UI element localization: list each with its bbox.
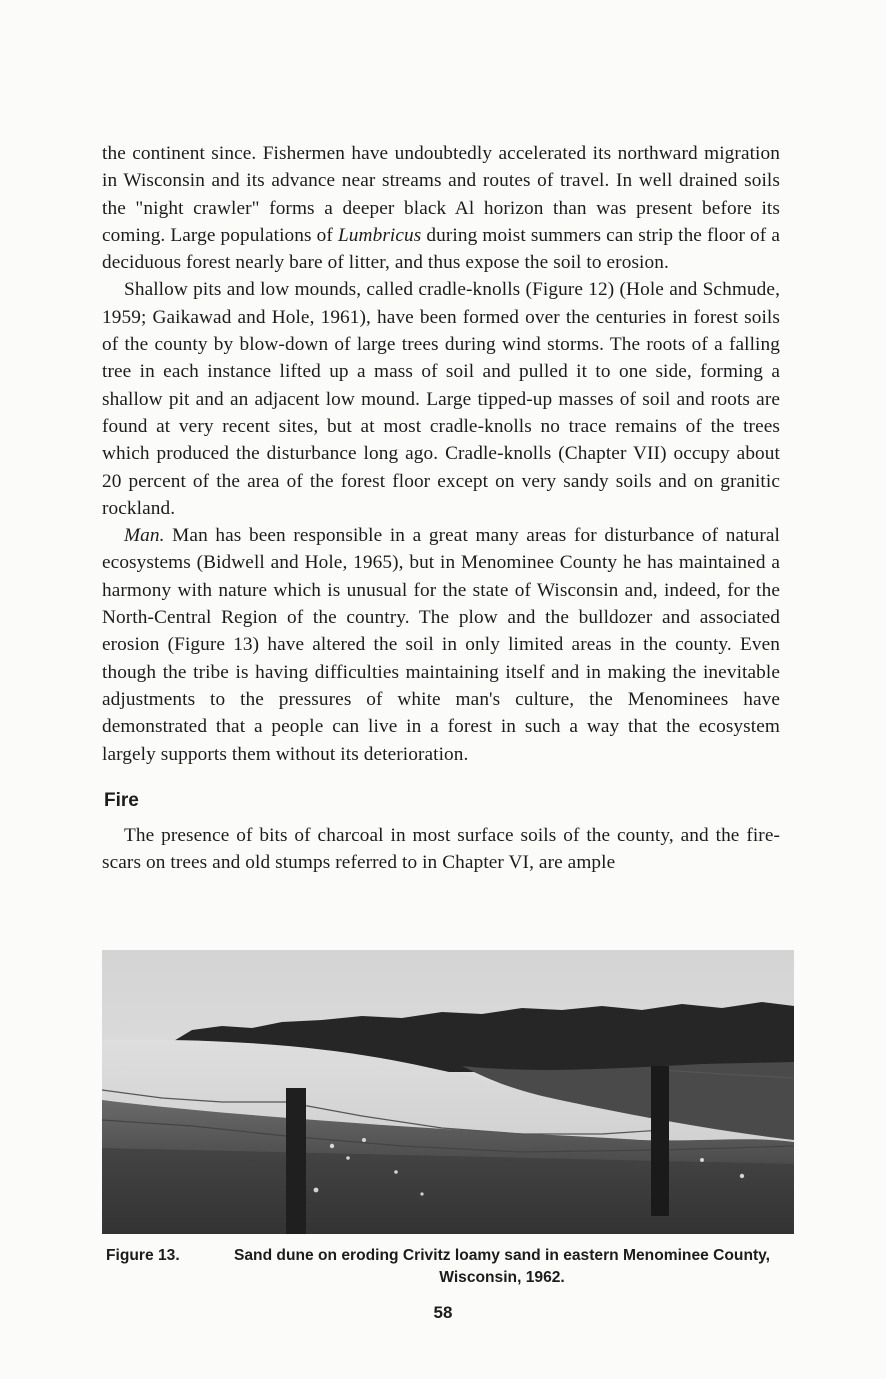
italic-term: Lumbricus — [337, 224, 422, 246]
page-number: 58 — [433, 1303, 453, 1322]
figure-caption — [106, 1245, 786, 1289]
paragraph-fire: The presence of bits of charcoal in most surface soils of the county, and the fire-scars on trees and old stumps referred to in Chapter VI, are ample — [102, 824, 780, 874]
figure-label: Figure 13. — [106, 1247, 180, 1264]
italic-run-in-head: Man. — [124, 525, 165, 547]
paragraph-text: during moist summers can strip the floor of a deciduous forest nearly bare of litter, and thus expose the soil to erosion. — [102, 224, 780, 274]
paragraph-text: the continent since. Fishermen have undoubtedly accelerated its northward migration in Wisconsin and its advance near streams and routes of travel. In well drained soils the "night crawler" forms a deeper black Al horizon than was present before its coming. Large populations of — [102, 143, 780, 246]
paragraph-man — [102, 522, 780, 768]
section-heading-fire: Fire — [104, 789, 139, 811]
paragraph-earthworms — [102, 140, 780, 276]
figure-13-photo — [102, 950, 794, 1234]
paragraph-cradle-knolls: Shallow pits and low mounds, called cradle-knolls (Figure 12) (Hole and Schmude, 1959; Gaikawad and Hole, 1961), have been formed over the centuries in forest soils of the county by blow-down of large trees during wind storms. The roots of a falling tree in each instance lifted up a mass of soil and pulled it to one side, forming a shallow pit and an adjacent low mound. Large tipped-up masses of soil and roots are found at very recent sites, but at most cradle-knolls no trace remains of the trees which produced the disturbance long ago. Cradle-knolls (Chapter VII) occupy about 20 percent of the area of the forest floor except on very sandy soils and on granitic rockland. — [102, 279, 780, 519]
sand-dune-photo — [102, 950, 794, 1234]
paragraph-text: Man has been responsible in a great many areas for disturbance of natural ecosystems (Bidwell and Hole, 1965), but in Menominee County he has maintained a harmony with nature which is unusual for the state of Wisconsin and, indeed, for the North-Central Region of the country. The plow and the bulldozer and associated erosion (Figure 13) have altered the soil in only limited areas in the county. Even though the tribe is having difficulties maintaining itself and in making the inevitable adjustments to the pressures of white man's culture, the Menominees have demonstrated that a people can live in a forest in such a way that the ecosystem largely supports them without its deterioration. — [102, 525, 780, 765]
figure-caption-text: Sand dune on eroding Crivitz loamy sand in eastern Menominee County, Wisconsin, 1962. — [233, 1247, 771, 1286]
body-text — [102, 140, 780, 876]
